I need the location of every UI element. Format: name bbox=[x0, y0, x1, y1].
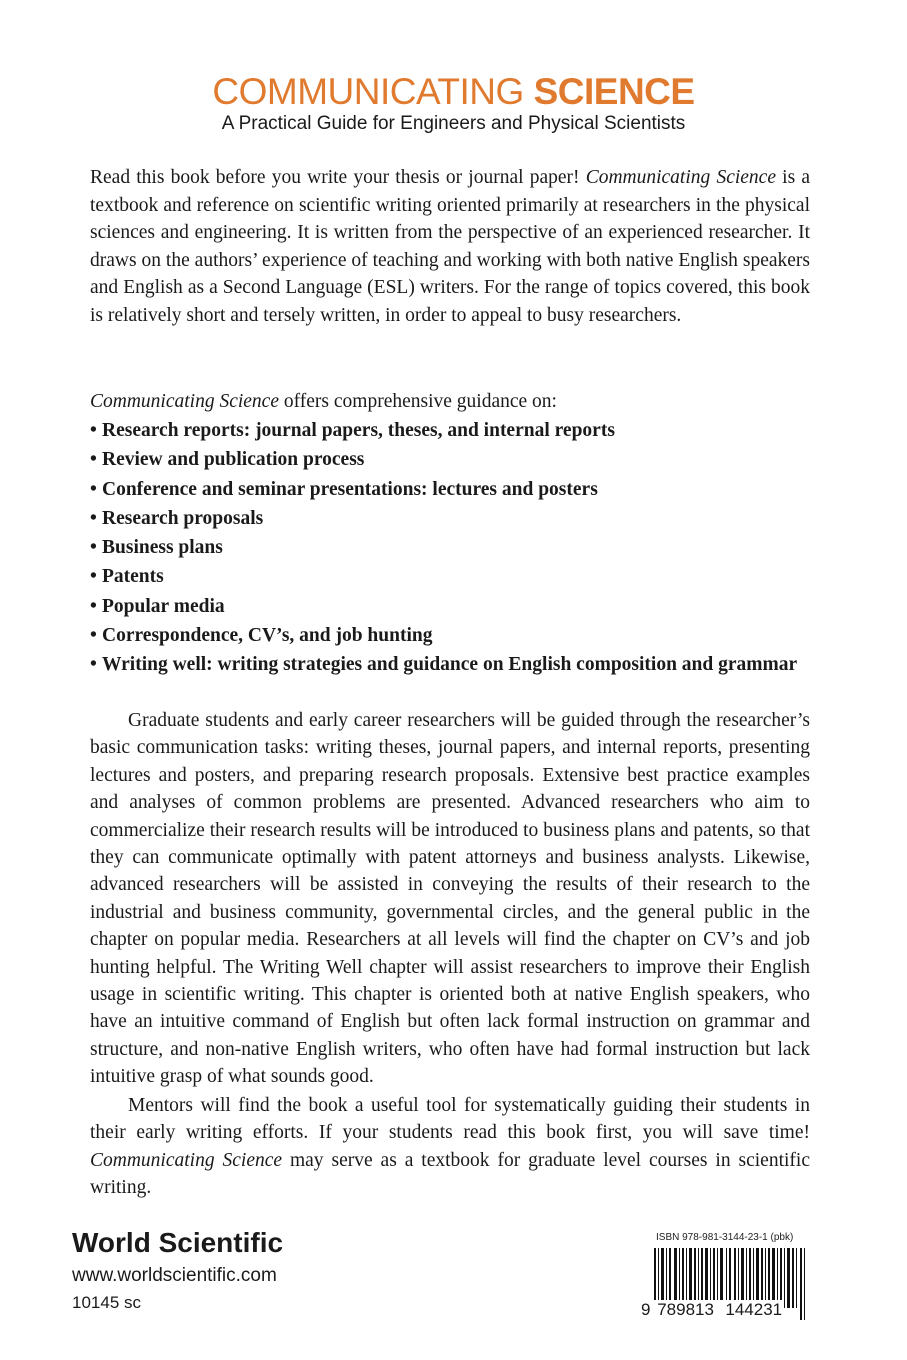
list-item bbox=[90, 504, 830, 533]
bullet-dot: • bbox=[90, 566, 97, 588]
list-item bbox=[90, 533, 830, 562]
mentors-end: may serve as a textbook for graduate level courses in scientific writing. bbox=[90, 1149, 810, 1199]
mentors-paragraph bbox=[90, 1092, 810, 1202]
product-code: 10145 sc bbox=[72, 1293, 141, 1312]
intro-rest: is a textbook and reference on scientific writing oriented primarily at researchers in the physical sciences and engineering. It is written from the perspective of an experienced researcher. It draws on the authors’ experience of teaching and working with both native English speakers and English as a Second Language (ESL) writers. For the range of topics covered, this book is relatively short and tersely written, in order to appeal to busy researchers. bbox=[90, 167, 810, 326]
mentors-start: Mentors will find the book a useful tool for systematically guiding their students in their early writing efforts. If your students read this book first, you will save time! bbox=[90, 1095, 810, 1144]
book-title bbox=[0, 72, 907, 112]
book-title-bold: SCIENCE bbox=[533, 71, 695, 112]
list-item-text: Business plans bbox=[102, 537, 223, 559]
bullet-dot: • bbox=[90, 420, 97, 441]
bullet-dot: • bbox=[90, 654, 97, 676]
list-item bbox=[90, 416, 830, 445]
intro-book-title: Communicating Science bbox=[585, 167, 776, 188]
list-item-text: Correspondence, CV’s, and job hunting bbox=[102, 625, 433, 647]
list-item bbox=[90, 562, 830, 591]
list-item-text: Popular media bbox=[102, 595, 225, 617]
list-item-text: Research reports: journal papers, theses, and internal reports bbox=[102, 420, 615, 441]
book-subtitle: A Practical Guide for Engineers and Physical Scientists bbox=[221, 113, 686, 134]
list-item bbox=[90, 621, 830, 650]
bullet-dot: • bbox=[90, 595, 97, 617]
barcode-digit-first: 9 bbox=[641, 1300, 651, 1319]
guidance-lead-text: offers comprehensive guidance on: bbox=[279, 391, 557, 412]
intro-paragraph bbox=[90, 164, 810, 330]
barcode-digits bbox=[640, 1300, 783, 1320]
list-item-text: Research proposals bbox=[102, 507, 264, 529]
guidance-list bbox=[90, 416, 830, 680]
list-item bbox=[90, 445, 830, 474]
list-item bbox=[90, 475, 830, 504]
list-item-text: Patents bbox=[102, 566, 164, 588]
list-item-text: Writing well: writing strategies and guidance on English composition and grammar bbox=[102, 654, 798, 676]
barcode-digits-left: 789813 bbox=[657, 1300, 714, 1319]
list-item-text: Review and publication process bbox=[102, 449, 365, 471]
guidance-book-title: Communicating Science bbox=[90, 391, 279, 412]
intro-start: Read this book before you write your thesis or journal paper! bbox=[90, 167, 586, 188]
bullet-dot: • bbox=[90, 625, 97, 647]
publisher-url[interactable]: www.worldscientific.com bbox=[72, 1265, 277, 1286]
isbn-label: ISBN 978-981-3144-23-1 (pbk) bbox=[656, 1232, 794, 1243]
list-item bbox=[90, 650, 830, 679]
barcode-digits-right: 144231 bbox=[725, 1300, 783, 1319]
list-item bbox=[90, 592, 830, 621]
book-title-light: COMMUNICATING bbox=[212, 71, 534, 112]
list-item-text: Conference and seminar presentations: lectures and posters bbox=[102, 478, 598, 500]
bullet-dot: • bbox=[90, 449, 97, 471]
publisher-name: World Scientific bbox=[72, 1227, 284, 1258]
bullet-dot: • bbox=[90, 537, 97, 559]
bullet-dot: • bbox=[90, 507, 97, 529]
mentors-book-title: Communicating Science bbox=[90, 1149, 283, 1171]
guidance-lead bbox=[90, 387, 810, 416]
bullet-dot: • bbox=[90, 478, 97, 500]
body-paragraph: Graduate students and early career researchers will be guided through the researcher’s basic communication tasks: writing theses, journal papers, and internal reports, presenting lectures and posters, and preparing research proposals. Extensive best practice examples and analyses of common problems are presented. Advanced researchers who aim to commercialize their research results will be introduced to business plans and patents, so that they can communicate optimally with patent attorneys and business analysts. Likewise, advanced researchers will be assisted in conveying the results of their research to the industrial and business community, governmental circles, and the general public in the chapter on popular media. Researchers at all levels will find the chapter on CV’s and job hunting helpful. The Writing Well chapter will assist researchers to improve their English usage in scientific writing. This chapter is oriented both at native English speakers, who have an intuitive command of English but often lack formal instruction on grammar and structure, and non-native English writers, who often have had formal instruction but lack intuitive grasp of what sounds good. bbox=[90, 710, 810, 1088]
